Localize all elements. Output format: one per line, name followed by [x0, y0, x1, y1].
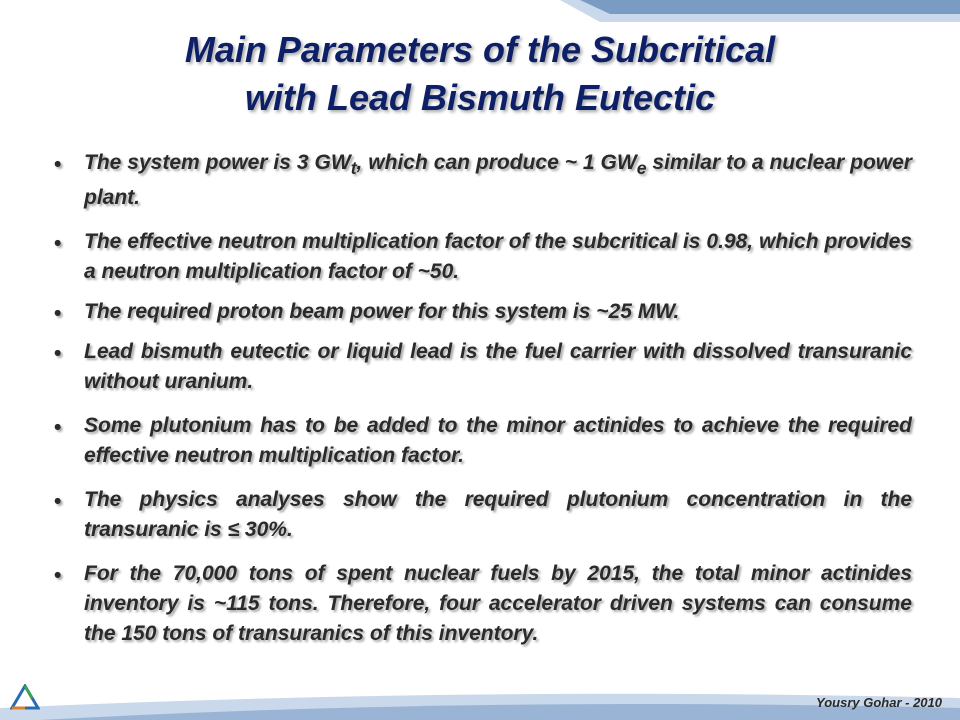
bullet-icon: •: [54, 490, 62, 514]
bullet-icon: •: [54, 302, 62, 326]
bullet-text: Some plutonium has to be added to the minor actinides to achieve the required effective neutron multiplication factor.: [84, 414, 912, 468]
bullet-text: The system power is 3 GW: [84, 151, 351, 174]
title-line-1: Main Parameters of the Subcritical: [184, 29, 776, 70]
bullet-icon: •: [54, 342, 62, 366]
bullet-proton-beam-power: [48, 297, 912, 327]
bullet-plutonium-added: [48, 411, 912, 471]
less-equal-symbol: ≤: [227, 518, 240, 542]
bullet-text: , which can produce ~ 1 GW: [356, 151, 637, 174]
bullet-list: [48, 148, 912, 649]
bullet-text: For the 70,000 tons of spent nuclear fuels by 2015, the total minor actinides inventory is ~115 tons. Therefore, four accelerator driven systems can consume the 150 tons of transuranics of this inventory.: [84, 562, 912, 646]
slide-title: [0, 26, 960, 122]
argonne-triangle-logo-icon: [10, 684, 40, 710]
bullet-icon: •: [54, 416, 62, 440]
top-decorative-band: [0, 0, 960, 22]
subscript-t: t: [350, 158, 357, 179]
bullet-plutonium-concentration: [48, 485, 912, 545]
bullet-text: 30%.: [239, 518, 293, 542]
subscript-e: e: [636, 158, 647, 179]
bullet-system-power: [48, 148, 912, 213]
bullet-icon: •: [54, 232, 62, 256]
bullet-icon: •: [54, 564, 62, 588]
bullet-text: The required proton beam power for this system is ~25 MW.: [84, 300, 680, 324]
bullet-text: The effective neutron multiplication factor of the subcritical is 0.98, which provides a neutron multiplication factor of ~50.: [84, 230, 912, 284]
bullet-text: Lead bismuth eutectic or liquid lead is the fuel carrier with dissolved transuranic without uranium.: [84, 340, 912, 394]
bullet-spent-fuel-inventory: [48, 559, 912, 649]
footer-author: Yousry Gohar - 2010: [816, 695, 942, 710]
bullet-icon: •: [54, 153, 62, 176]
bullet-fuel-carrier: [48, 337, 912, 397]
title-line-2: with Lead Bismuth Eutectic: [244, 77, 716, 118]
bullet-text: similar to a nuclear power plant.: [84, 151, 912, 210]
bullet-text: The physics analyses show the required plutonium concentration in the transuranic is: [84, 488, 912, 542]
bullet-multiplication-factor: [48, 227, 912, 287]
